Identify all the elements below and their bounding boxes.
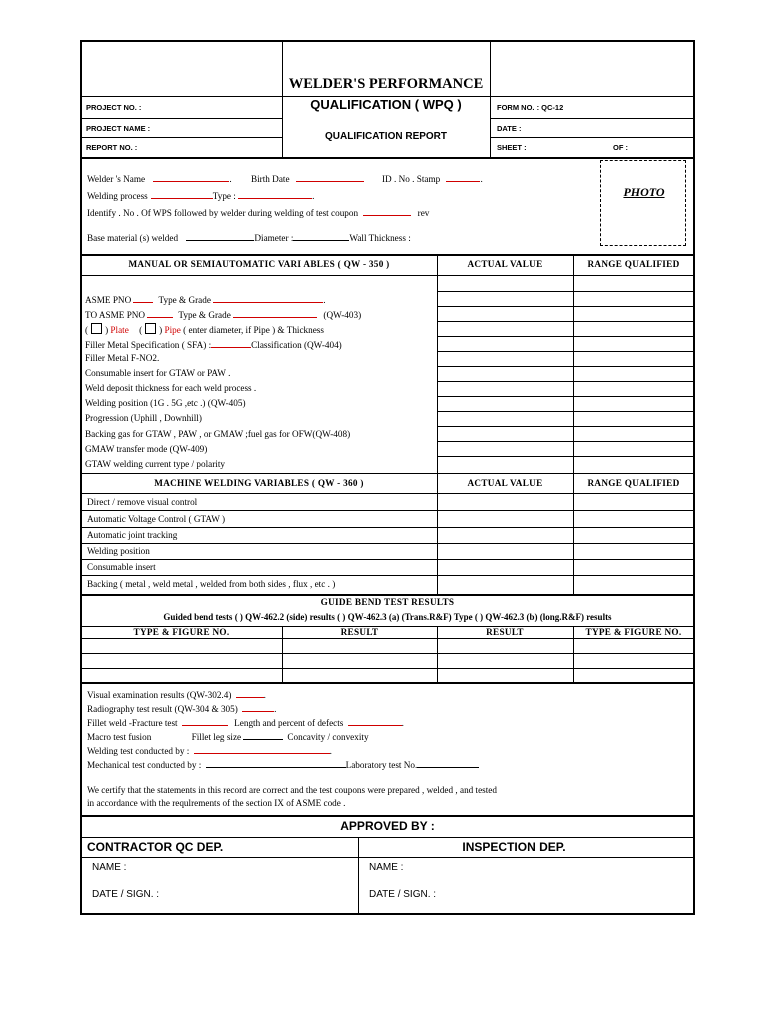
pipe-checkbox[interactable] [145, 323, 156, 334]
type-label: Type : [212, 191, 236, 201]
fillet-fracture-field[interactable] [182, 716, 228, 726]
rule [81, 493, 694, 494]
form-subtitle: QUALIFICATION REPORT [324, 131, 448, 142]
wall-thickness-label: Wall Thickness : [349, 233, 411, 243]
form-title-wpq: QUALIFICATION ( WPQ ) [310, 97, 462, 112]
machine-actual-header: ACTUAL VALUE [467, 478, 543, 488]
rule [437, 291, 694, 292]
birth-date-row [251, 172, 364, 184]
date-sign-left-label: DATE / SIGN. : [92, 889, 160, 900]
machine-range-header: RANGE QUALIFIED [587, 478, 680, 488]
manual-row-7: GTAW welding current type / polarity [85, 459, 225, 469]
bend-col-type-right: TYPE & FIGURE NO. [585, 627, 682, 637]
rule [81, 473, 694, 474]
plate-checkbox[interactable] [91, 323, 102, 334]
identify-row [87, 206, 429, 218]
photo-label: PHOTO [623, 185, 665, 199]
type-field[interactable] [238, 189, 312, 199]
visual-field[interactable] [236, 688, 264, 698]
rule [81, 137, 282, 138]
rule [81, 638, 694, 639]
rule [437, 306, 694, 307]
fillet-leg-field[interactable] [243, 730, 283, 740]
rule [437, 351, 694, 352]
rule [490, 137, 694, 138]
radiography-label: Radiography test result (QW-304 & 305) [87, 704, 238, 714]
filler-spec-row [85, 338, 342, 350]
project-no-label: PROJECT NO. : [86, 103, 142, 112]
rule [81, 543, 694, 544]
plate-label: Plate [110, 325, 129, 335]
project-name-label: PROJECT NAME : [86, 124, 151, 133]
classification-label: Classification (QW-404) [251, 340, 342, 350]
rule [437, 456, 694, 457]
laboratory-field[interactable] [417, 758, 479, 768]
fillet-leg-label: Fillet leg size [191, 732, 242, 742]
mechanical-field[interactable] [206, 758, 346, 768]
type-grade-label: Type & Grade [158, 295, 211, 305]
rule [81, 594, 694, 596]
diameter-label: Diameter : [254, 233, 294, 243]
mechanical-label: Mechanical test conducted by : [87, 760, 202, 770]
conducted-by-row: Welding test conducted by : . [87, 746, 332, 756]
laboratory-label: Laboratory test No. [345, 760, 418, 770]
welder-name-label: Welder 's Name [87, 174, 146, 184]
rule [437, 396, 694, 397]
rule [437, 381, 694, 382]
fillet-fracture-label: Fillet weld -Fracture test [87, 718, 178, 728]
conducted-by-field[interactable] [194, 744, 330, 754]
contractor-qc-label: CONTRACTOR QC DEP. [87, 840, 224, 854]
machine-header: MACHINE WELDING VARIABLES ( QW - 360 ) [154, 478, 364, 488]
manual-row-4: Progression (Uphill , Downhill) [85, 413, 202, 423]
identify-label: Identify . No . Of WPS followed by welder during welding of test coupon [87, 208, 359, 218]
manual-row-1: Consumable insert for GTAW or PAW . [85, 368, 231, 378]
birth-date-field[interactable] [296, 172, 364, 182]
rule [81, 254, 694, 256]
rule [81, 815, 694, 817]
manual-row-0: Filler Metal F-NO2. [85, 353, 160, 363]
conducted-by-label: Welding test conducted by : [87, 746, 190, 756]
welder-name-row: Welder 's Name . [87, 174, 232, 184]
rule [81, 157, 694, 159]
visual-row: Visual examination results (QW-302.4) . [87, 690, 266, 700]
date-sign-right-label: DATE / SIGN. : [369, 889, 437, 900]
machine-row-2: Automatic joint tracking [87, 530, 178, 540]
rule [81, 527, 694, 528]
welding-process-row: Welding process Type : . [87, 191, 315, 201]
fillet-fracture-row: Fillet weld -Fracture test Length and percent of defects . [87, 718, 404, 728]
radiography-row: Radiography test result (QW-304 & 305) . [87, 704, 277, 714]
base-material-label: Base material (s) welded [87, 233, 179, 243]
manual-row-5: Backing gas for GTAW , PAW , or GMAW ;fuel gas for OFW(QW-408) [85, 429, 351, 439]
sheet-label: SHEET : [497, 143, 527, 152]
asme-pno-label: ASME PNO [85, 295, 132, 305]
rule [81, 668, 694, 669]
manual-row-6: GMAW transfer mode (QW-409) [85, 444, 208, 454]
type-grade2-label: Type & Grade [178, 310, 231, 320]
rule [81, 575, 694, 576]
macro-label: Macro test fusion [87, 732, 152, 742]
diameter-field[interactable] [293, 231, 349, 241]
form-no-label: FORM NO. : QC-12 [497, 103, 564, 112]
rule [81, 118, 282, 119]
form-title: WELDER'S PERFORMANCE [288, 76, 484, 92]
name-right-label: NAME : [369, 862, 404, 873]
machine-row-4: Consumable insert [87, 562, 156, 572]
base-material-field[interactable] [186, 231, 254, 241]
welding-process-label: Welding process [87, 191, 148, 201]
certify-line-1: We certify that the statements in this record are correct and the test coupons were prepared , welded , and tested [87, 785, 497, 795]
length-percent-label: Length and percent of defects [234, 718, 344, 728]
to-asme-pno-label: TO ASME PNO [85, 310, 146, 320]
plate-pipe-row: ( ) Plate ( ) Pipe ( enter diameter, if Pipe ) & Thickness [85, 325, 324, 335]
type-grade2-field[interactable] [233, 308, 317, 318]
length-percent-field[interactable] [348, 716, 402, 726]
to-asme-pno-row [85, 308, 361, 320]
base-material-row [87, 231, 411, 243]
approved-by-title: APPROVED BY : [340, 819, 435, 833]
header-divider-right [490, 41, 491, 158]
mechanical-row [87, 758, 479, 770]
bend-header: GUIDE BEND TEST RESULTS [320, 597, 455, 607]
pipe-note: ( enter diameter, if Pipe ) & Thickness [183, 325, 324, 335]
bend-col-result-left: RESULT [340, 627, 379, 637]
to-asme-pno-field[interactable] [147, 308, 173, 318]
id-stamp-row: ID . No . Stamp . [382, 174, 483, 184]
welder-name-field[interactable] [153, 172, 229, 182]
rule [81, 275, 694, 276]
photo-box[interactable] [600, 160, 686, 246]
machine-row-3: Welding position [87, 546, 150, 556]
rule [437, 441, 694, 442]
manual-row-2: Weld deposit thickness for each weld process . [85, 383, 257, 393]
radiography-field[interactable] [242, 702, 274, 712]
manual-row-3: Welding position (1G . 5G ,etc .) (QW-405) [85, 398, 246, 408]
rule [81, 559, 694, 560]
bend-subheader: Guided bend tests ( ) QW-462.2 (side) results ( ) QW-462.3 (a) (Trans.R&F) Type ( ) QW-462.3 (b) (long.R&F) results [163, 612, 612, 622]
rule [437, 366, 694, 367]
filler-spec-label: Filler Metal Specification ( SFA) : [85, 340, 212, 350]
id-stamp-label: ID . No . Stamp [382, 174, 441, 184]
filler-spec-field[interactable] [211, 338, 251, 348]
rev-label: rev [417, 208, 430, 218]
qw403-label: (QW-403) [323, 310, 362, 320]
rule [437, 411, 694, 412]
date-label: DATE : [497, 124, 522, 133]
rule [490, 118, 694, 119]
rule [81, 682, 694, 684]
manual-actual-header: ACTUAL VALUE [467, 259, 543, 269]
machine-row-0: Direct / remove visual control [87, 497, 198, 507]
type-grade-field[interactable] [213, 293, 323, 303]
of-label: OF : [613, 143, 628, 152]
asme-pno-field[interactable] [133, 293, 153, 303]
asme-pno-row: ASME PNO Type & Grade . [85, 295, 326, 305]
rule [81, 510, 694, 511]
rule [81, 857, 694, 858]
welding-process-field[interactable] [151, 189, 213, 199]
inspection-dep-label: INSPECTION DEP. [462, 840, 566, 854]
birth-date-label: Birth Date [251, 174, 290, 184]
bend-col-type-left: TYPE & FIGURE NO. [133, 627, 230, 637]
bend-col-result-right: RESULT [486, 627, 524, 637]
rule [437, 426, 694, 427]
visual-label: Visual examination results (QW-302.4) [87, 690, 232, 700]
wps-field[interactable] [363, 206, 411, 216]
rule [81, 837, 694, 838]
manual-header: MANUAL OR SEMIAUTOMATIC VARI ABLES ( QW - 350 ) [128, 259, 390, 269]
machine-row-1: Automatic Voltage Control ( GTAW ) [87, 514, 226, 524]
machine-row-5: Backing ( metal , weld metal , welded from both sides , flux , etc . ) [87, 579, 336, 589]
rule [437, 321, 694, 322]
id-stamp-field[interactable] [446, 172, 480, 182]
macro-row [87, 730, 369, 742]
manual-range-header: RANGE QUALIFIED [587, 259, 680, 269]
name-left-label: NAME : [92, 862, 127, 873]
pipe-label: Pipe [164, 325, 181, 335]
rule [81, 653, 694, 654]
certify-line-2: in accordance with the requlrements of the section IX of ASME code . [87, 798, 346, 808]
report-no-label: REPORT NO. : [86, 143, 138, 152]
rule [437, 336, 694, 337]
concavity-label: Concavity / convexity [287, 732, 369, 742]
